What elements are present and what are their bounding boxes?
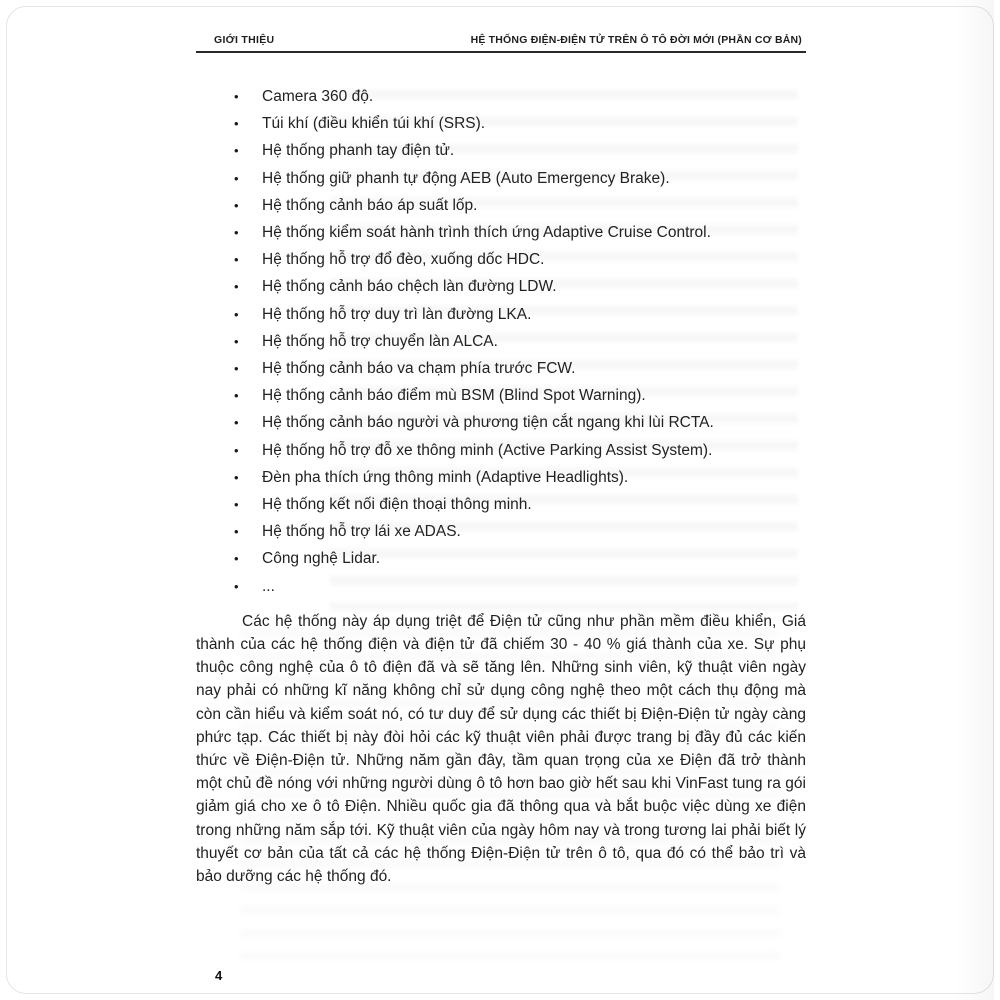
list-item: [234, 301, 806, 328]
list-item: [234, 518, 806, 545]
list-item: [234, 192, 806, 219]
page-number: 4: [215, 968, 223, 983]
list-item-text: Công nghệ Lidar.: [262, 550, 381, 568]
bullet-icon: •: [234, 170, 239, 186]
list-item-text: Hệ thống cảnh báo điểm mù BSM (Blind Spot Warning).: [262, 387, 646, 405]
bullet-icon: •: [234, 306, 239, 322]
bullet-icon: •: [234, 279, 239, 295]
list-item: [234, 382, 806, 409]
page-content: [196, 34, 806, 888]
bullet-icon: •: [234, 578, 239, 594]
list-item: [234, 328, 806, 355]
list-item-text: Hệ thống giữ phanh tự động AEB (Auto Emergency Brake).: [262, 169, 670, 187]
list-item: [234, 273, 806, 300]
list-item-text: Hệ thống cảnh báo va chạm phía trước FCW.: [262, 360, 576, 378]
feature-list: [196, 83, 806, 600]
list-item-text: Hệ thống cảnh báo chệch làn đường LDW.: [262, 278, 557, 296]
list-item: [234, 464, 806, 491]
list-item: [234, 110, 806, 137]
list-item-text: ...: [262, 577, 275, 595]
header-section-label: GIỚI THIỆU: [214, 34, 275, 46]
list-item-text: Hệ thống cảnh báo người và phương tiện cắt ngang khi lùi RCTA.: [262, 414, 714, 432]
list-item: [234, 545, 806, 572]
page-header: [196, 34, 806, 53]
list-item: [234, 219, 806, 246]
bullet-icon: •: [234, 415, 239, 431]
bullet-icon: •: [234, 469, 239, 485]
list-item: [234, 409, 806, 436]
list-item-text: Hệ thống phanh tay điện tử.: [262, 142, 455, 160]
header-book-title: HỆ THỐNG ĐIỆN-ĐIỆN TỬ TRÊN Ô TÔ ĐỜI MỚI (PHẦN CƠ BẢN): [470, 34, 802, 46]
list-item-text: Hệ thống hỗ trợ đỗ xe thông minh (Active Parking Assist System).: [262, 441, 713, 459]
list-item-text: Hệ thống hỗ trợ chuyển làn ALCA.: [262, 332, 498, 350]
bullet-icon: •: [234, 89, 239, 104]
list-item-text: Túi khí (điều khiển túi khí (SRS).: [262, 115, 486, 133]
list-item-text: Hệ thống kết nối điện thoại thông minh.: [262, 496, 532, 514]
bullet-icon: •: [234, 388, 239, 404]
bullet-icon: •: [234, 524, 239, 540]
list-item: [234, 165, 806, 192]
bullet-icon: •: [234, 143, 239, 159]
list-item-text: Hệ thống hỗ trợ duy trì làn đường LKA.: [262, 305, 532, 323]
bullet-icon: •: [234, 116, 239, 132]
list-item-text: Camera 360 độ.: [262, 88, 374, 105]
list-item-text: Hệ thống hỗ trợ lái xe ADAS.: [262, 523, 461, 541]
list-item: [234, 437, 806, 464]
bullet-icon: •: [234, 333, 239, 349]
list-item: [234, 573, 806, 600]
list-item-text: Hệ thống kiểm soát hành trình thích ứng Adaptive Cruise Control.: [262, 224, 711, 242]
bullet-icon: •: [234, 361, 239, 377]
bullet-icon: •: [234, 551, 239, 567]
bullet-icon: •: [234, 197, 239, 213]
list-item-text: Đèn pha thích ứng thông minh (Adaptive Headlights).: [262, 468, 629, 486]
bullet-icon: •: [234, 442, 239, 458]
list-item-text: Hệ thống cảnh báo áp suất lốp.: [262, 196, 478, 214]
list-item-text: Hệ thống hỗ trợ đổ đèo, xuống dốc HDC.: [262, 251, 545, 269]
list-item: [234, 491, 806, 518]
bullet-icon: •: [234, 252, 239, 268]
body-paragraph: Các hệ thống này áp dụng triệt để Điện tử cũng như phần mềm điều khiển, Giá thành của các hệ thống điện và điện tử đã chiếm 30 - 40 % giá thành của xe. Sự phụ thuộc công nghệ của ô tô điện đã và sẽ tăng lên. Những sinh viên, kỹ thuật viên ngày nay phải có những kĩ năng không chỉ sử dụng công nghệ theo một cách thụ động mà còn cần hiểu và kiểm soát nó, có tư duy để sử dụng các thiết bị Điện-Điện tử ngày càng phức tạp. Các thiết bị này đòi hỏi các kỹ thuật viên phải được trang bị đầy đủ các kiến thức về Điện-Điện tử. Những năm gần đây, tầm quan trọng của xe Điện đã trở thành một chủ đề nóng với những người dùng ô tô hơn bao giờ hết sau khi VinFast tung ra gói giảm giá cho xe ô tô Điện. Nhiều quốc gia đã thông qua và bắt buộc việc dùng xe điện trong những năm sắp tới. Kỹ thuật viên của ngày hôm nay và trong tương lai phải biết lý thuyết cơ bản của tất cả các hệ thống Điện-Điện tử trên ô tô, qua đó có thể bảo trì và bảo dưỡng các hệ thống đó.: [196, 612, 806, 886]
list-item: [234, 246, 806, 273]
list-item: [234, 355, 806, 382]
list-item: [234, 137, 806, 164]
bullet-icon: •: [234, 497, 239, 513]
page-edge-shading: [954, 0, 994, 1000]
list-item: [234, 83, 806, 110]
bullet-icon: •: [234, 225, 239, 241]
